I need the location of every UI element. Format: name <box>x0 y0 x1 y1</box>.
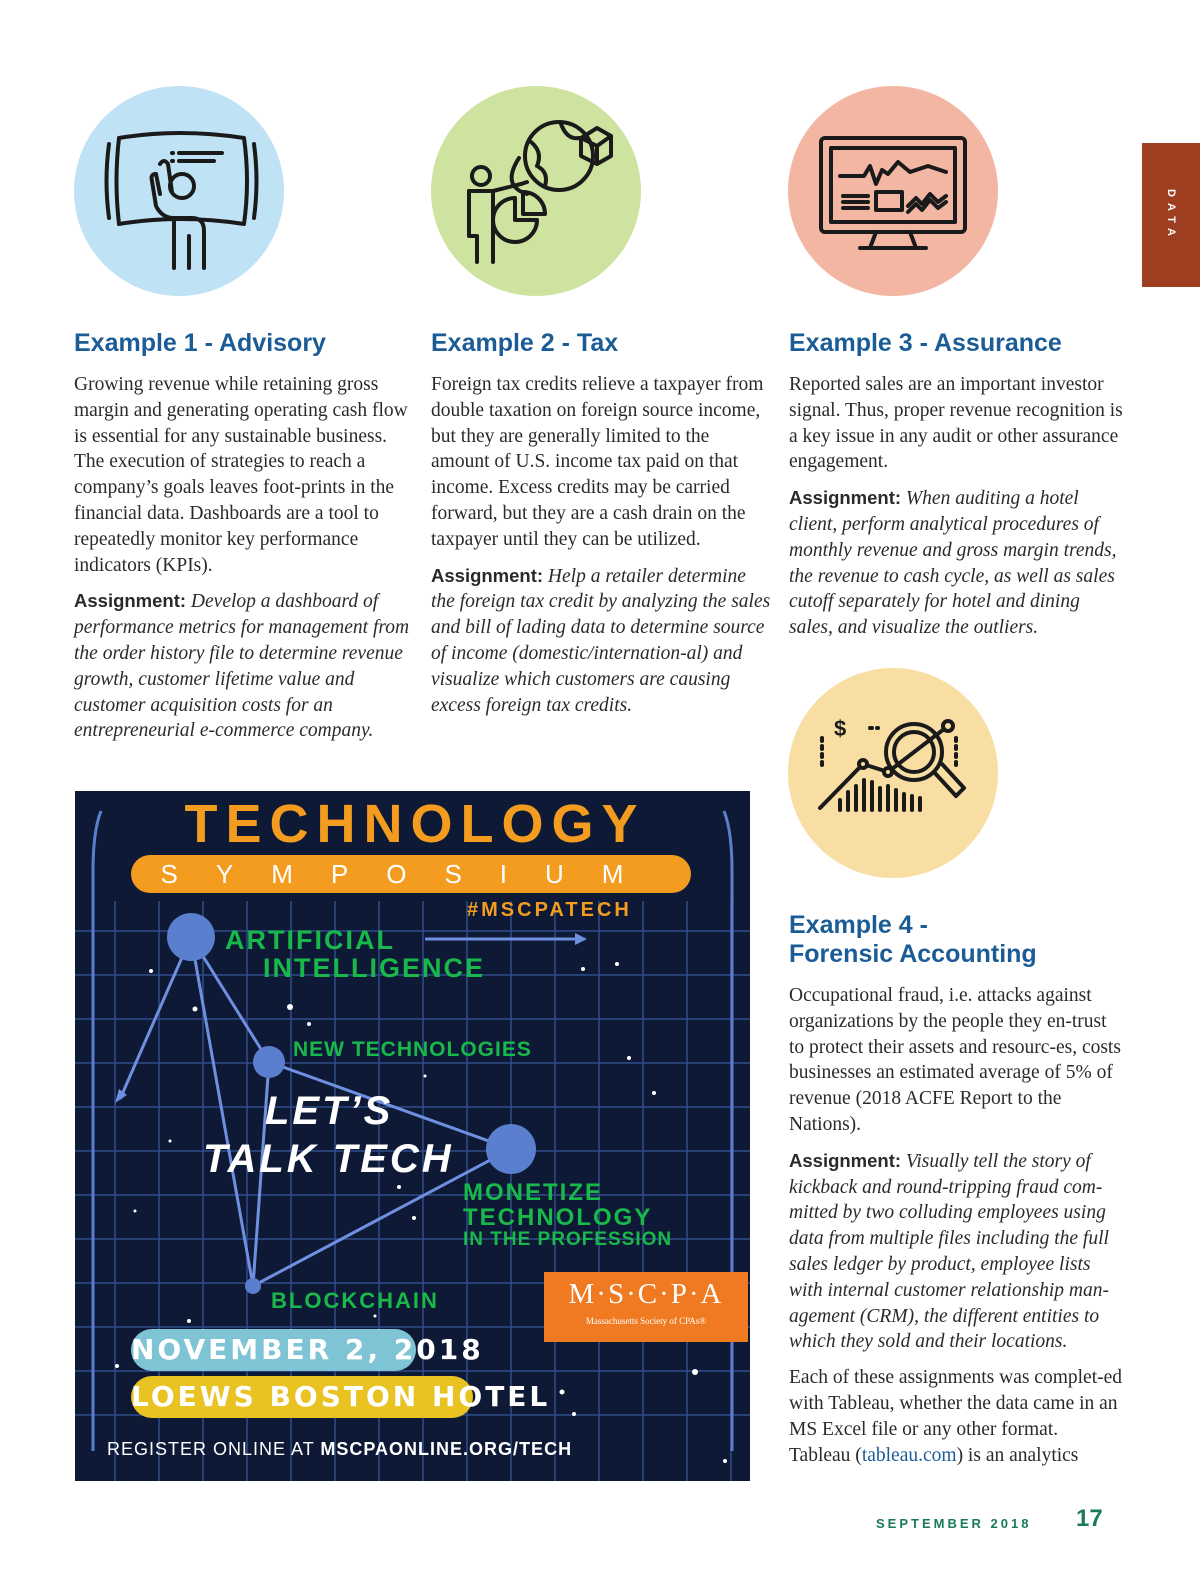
ad-subtitle: SYMPOSIUM <box>160 859 662 889</box>
ad-register-label: REGISTER ONLINE AT <box>107 1439 321 1459</box>
example-1-body: Growing revenue while retaining gross margin and generating operating cash flow is essential for any sustainable business. The execution of strategies to reach a company’s goals leaves foot-prints in the financial data. Dashboards are a tool to repeatedly monitor key performance indicators (KPIs). <box>74 374 408 576</box>
example-3-column <box>789 329 1124 641</box>
mscpa-logo <box>544 1272 748 1342</box>
example-1-assignment <box>74 588 414 744</box>
node-ai <box>167 913 215 961</box>
example-4-assignment <box>789 1148 1124 1355</box>
ad-topic-blockchain: BLOCKCHAIN <box>271 1288 439 1313</box>
section-tab <box>1142 143 1200 287</box>
assurance-illustration <box>788 86 998 296</box>
ad-hashtag: #MSCPATECH <box>467 899 632 921</box>
assignment-text: Develop a dashboard of performance metrics for management from the order history file to determine revenue growth, customer lifetime value and customer acquisition costs for an entrepreneurial e-commerce company. <box>74 591 410 742</box>
mscpa-logo-subtext: Massachusetts Society of CPAs® <box>585 1316 707 1326</box>
example-4-title-line1: Example 4 - <box>789 911 928 939</box>
assignment-text: Visually tell the story of kickback and round-tripping fraud com-mitted by two colluding employees using data from multiple files including the full sales ledger by product, employee lists with internal customer relationship man-agement (CRM), the different entities to which they sold and their locations. <box>789 1150 1109 1353</box>
example-3-assignment <box>789 485 1124 641</box>
closing-text-start: Each of these assignments was complet-ed with Tableau, whether the data came in an MS Excel file or any other format. Tableau ( <box>789 1367 1123 1466</box>
example-1-title: Example 1 - Advisory <box>74 329 326 357</box>
node-new-tech <box>253 1046 285 1078</box>
page-number: 17 <box>1076 1505 1103 1532</box>
monitor-chart-icon <box>788 86 998 296</box>
ad-venue: LOEWS BOSTON HOTEL <box>131 1380 551 1413</box>
assignment-text: Help a retailer determine the foreign tax credit by analyzing the sales and bill of lading data to determine source of income (domestic/internation-al) and visualize which customers are causing excess foreign tax credits. <box>431 565 771 716</box>
example-2-body: Foreign tax credits relieve a taxpayer from double taxation on foreign source income, but they are generally limited to the amount of U.S. income tax paid on that income. Excess credits may be carried forward, but they are a cash drain on the taxpayer until they can be utilized. <box>431 374 764 550</box>
example-1-column <box>74 329 414 744</box>
ad-register <box>107 1439 572 1460</box>
assignment-label: Assignment: <box>431 564 544 586</box>
node-monetize <box>486 1124 536 1174</box>
ad-date: NOVEMBER 2, 2018 <box>131 1333 484 1366</box>
ad-headline-lets: LET’S <box>265 1089 394 1133</box>
ad-topic-monetize-line2: TECHNOLOGY <box>463 1204 653 1231</box>
assignment-label: Assignment: <box>789 487 902 509</box>
example-4-column <box>789 911 1124 1468</box>
assignment-text: When auditing a hotel client, perform analytical procedures of monthly revenue and gross margin trends, the revenue to cash cycle, as well as sales cutoff separately for hotel and dining sales, and visualize the outliers. <box>789 488 1117 639</box>
closing-text-end: ) is an analytics <box>956 1444 1079 1466</box>
example-3-body: Reported sales are an important investor signal. Thus, proper revenue recognition is a key issue in any audit or other assurance engagement. <box>789 374 1123 473</box>
ad-topic-monetize-line1: MONETIZE <box>463 1179 603 1206</box>
example-4-body: Occupational fraud, i.e. attacks against organizations by the people they en-trust to protect their assets and resourc-es, costs businesses an estimated average of 5% of revenue (2018 ACFE Report to the Nations). <box>789 985 1121 1135</box>
ad-topic-monetize-line3: IN THE PROFESSION <box>463 1229 673 1250</box>
ad-headline-talk-tech: TALK TECH <box>203 1137 454 1181</box>
example-3-title: Example 3 - Assurance <box>789 329 1062 357</box>
magnifier-analytics-icon <box>788 668 998 878</box>
example-2-title: Example 2 - Tax <box>431 329 619 357</box>
forensic-illustration <box>788 668 998 878</box>
touchscreen-presenter-icon <box>74 86 284 296</box>
global-tax-presenter-icon <box>431 86 641 296</box>
example-4-closing <box>789 1365 1124 1468</box>
ad-topic-new-tech: NEW TECHNOLOGIES <box>293 1038 532 1061</box>
example-4-title <box>789 911 1124 969</box>
ad-title: TECHNOLOGY <box>184 794 646 854</box>
assignment-label: Assignment: <box>74 590 187 612</box>
advisory-illustration <box>74 86 284 296</box>
svg-text:$: $ <box>834 716 847 741</box>
assignment-label: Assignment: <box>789 1149 902 1171</box>
mscpa-logo-text: M·S·C·P·A <box>568 1278 724 1310</box>
node-blockchain <box>245 1278 261 1294</box>
ad-topic-ai-line2: INTELLIGENCE <box>263 953 486 983</box>
tax-illustration <box>431 86 641 296</box>
footer-issue-date: SEPTEMBER 2018 <box>876 1516 1032 1531</box>
example-2-column <box>431 329 771 718</box>
technology-symposium-ad[interactable] <box>75 791 750 1481</box>
example-2-assignment <box>431 563 771 719</box>
ad-register-url[interactable]: MSCPAONLINE.ORG/TECH <box>320 1439 573 1459</box>
tableau-link[interactable]: tableau.com <box>861 1444 957 1466</box>
ad-topic-ai-line1: ARTIFICIAL <box>225 925 395 955</box>
example-4-title-line2: Forensic Accounting <box>789 940 1037 968</box>
section-tab-label: DATA <box>1165 188 1177 242</box>
